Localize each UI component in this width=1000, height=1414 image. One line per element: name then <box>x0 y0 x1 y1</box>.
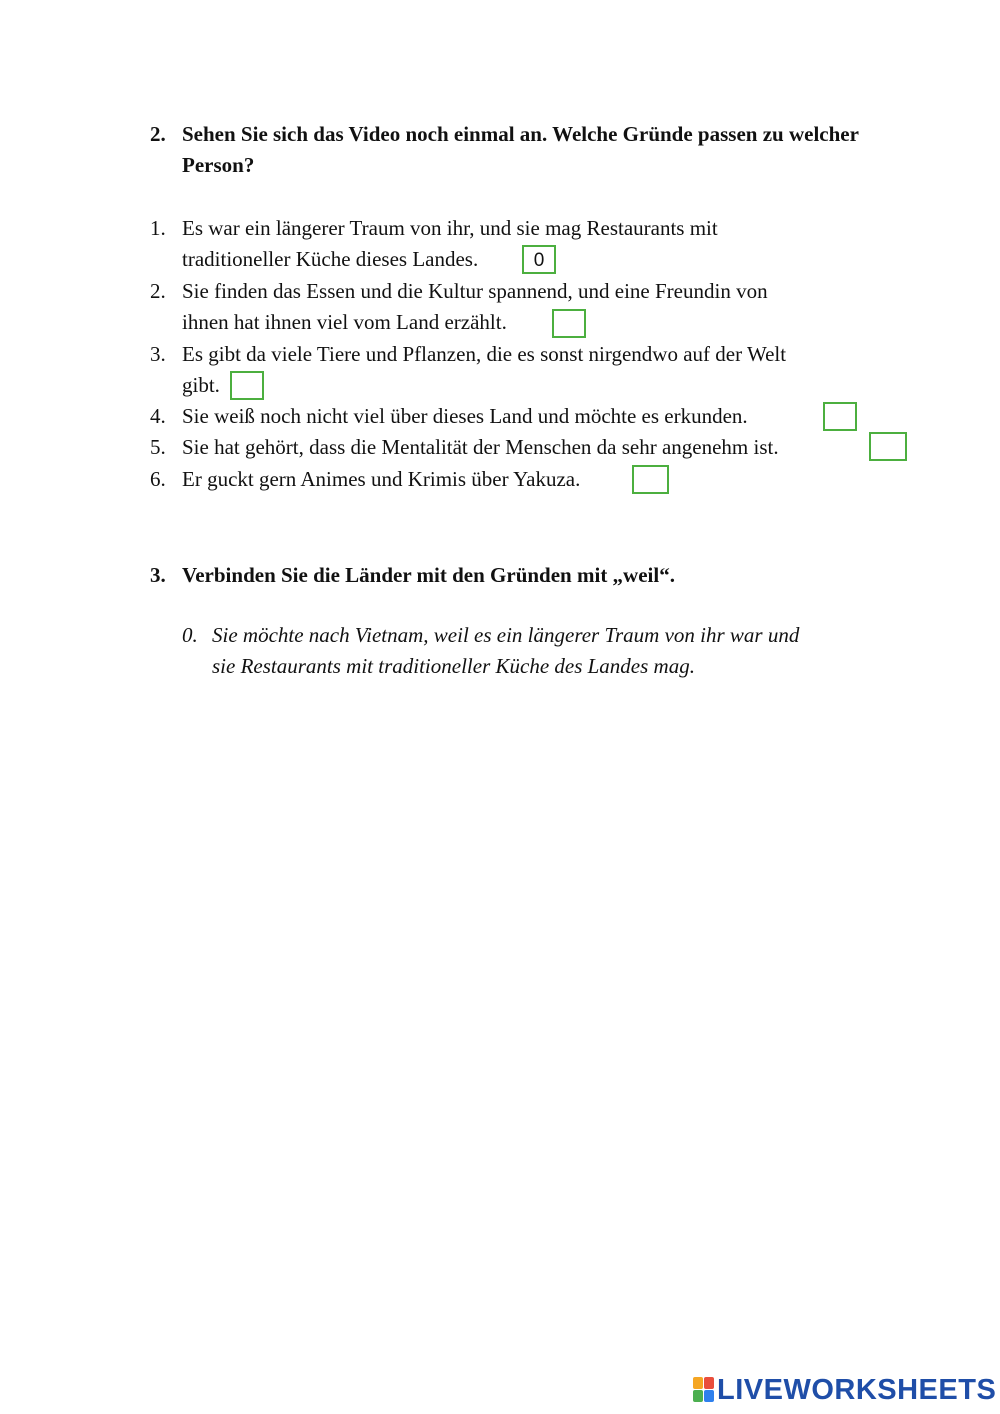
item-text-line2: traditioneller Küche dieses Landes. <box>182 247 479 271</box>
list-item-3 <box>150 339 910 401</box>
task2-heading <box>150 119 890 181</box>
task2-title: Sehen Sie sich das Video noch einmal an. Welche Gründe passen zu welcher Person? <box>182 122 859 177</box>
item-number: 5. <box>150 435 166 459</box>
answer-box-4[interactable] <box>823 402 857 431</box>
answer-box-3[interactable] <box>230 371 264 400</box>
example-number: 0. <box>182 623 198 647</box>
list-item-5 <box>150 432 910 463</box>
answer-box-5[interactable] <box>869 432 907 461</box>
item-number: 2. <box>150 279 166 303</box>
example-line2: sie Restaurants mit traditioneller Küche des Landes mag. <box>212 654 695 678</box>
task3-heading <box>150 560 890 591</box>
item-number: 3. <box>150 342 166 366</box>
task2-number: 2. <box>150 122 166 146</box>
task3-number: 3. <box>150 563 166 587</box>
item-text-line1: Sie weiß noch nicht viel über dieses Land und möchte es erkunden. <box>182 404 748 428</box>
answer-box-6[interactable] <box>632 465 669 494</box>
list-item-4 <box>150 401 910 432</box>
list-item-2 <box>150 276 910 338</box>
logo-square-1 <box>693 1377 703 1389</box>
item-number: 1. <box>150 216 166 240</box>
answer-box-2[interactable] <box>552 309 586 338</box>
logo-text: LIVEWORKSHEETS <box>717 1373 997 1406</box>
item-text-line2: gibt. <box>182 373 220 397</box>
task3-title: Verbinden Sie die Länder mit den Gründen mit „weil“. <box>182 563 675 587</box>
item-number: 6. <box>150 467 166 491</box>
item-text-line1: Es gibt da viele Tiere und Pflanzen, die es sonst nirgendwo auf der Welt <box>182 342 787 366</box>
example-sentence <box>182 620 882 682</box>
example-line1: Sie möchte nach Vietnam, weil es ein längerer Traum von ihr war und <box>212 623 800 647</box>
logo-square-2 <box>704 1377 714 1389</box>
item-text-line1: Er guckt gern Animes und Krimis über Yakuza. <box>182 467 581 491</box>
item-text-line1: Sie finden das Essen und die Kultur spannend, und eine Freundin von <box>182 279 768 303</box>
item-text-line1: Sie hat gehört, dass die Mentalität der Menschen da sehr angenehm ist. <box>182 435 779 459</box>
item-number: 4. <box>150 404 166 428</box>
item-text-line1: Es war ein längerer Traum von ihr, und sie mag Restaurants mit <box>182 216 718 240</box>
logo-square-3 <box>693 1390 703 1402</box>
list-item-6 <box>150 464 910 495</box>
logo-square-4 <box>704 1390 714 1402</box>
answer-box-1[interactable]: 0 <box>522 245 556 274</box>
item-text-line2: ihnen hat ihnen viel vom Land erzählt. <box>182 310 507 334</box>
liveworksheets-logo <box>693 1373 996 1407</box>
liveworksheets-logo-icon <box>693 1377 715 1403</box>
